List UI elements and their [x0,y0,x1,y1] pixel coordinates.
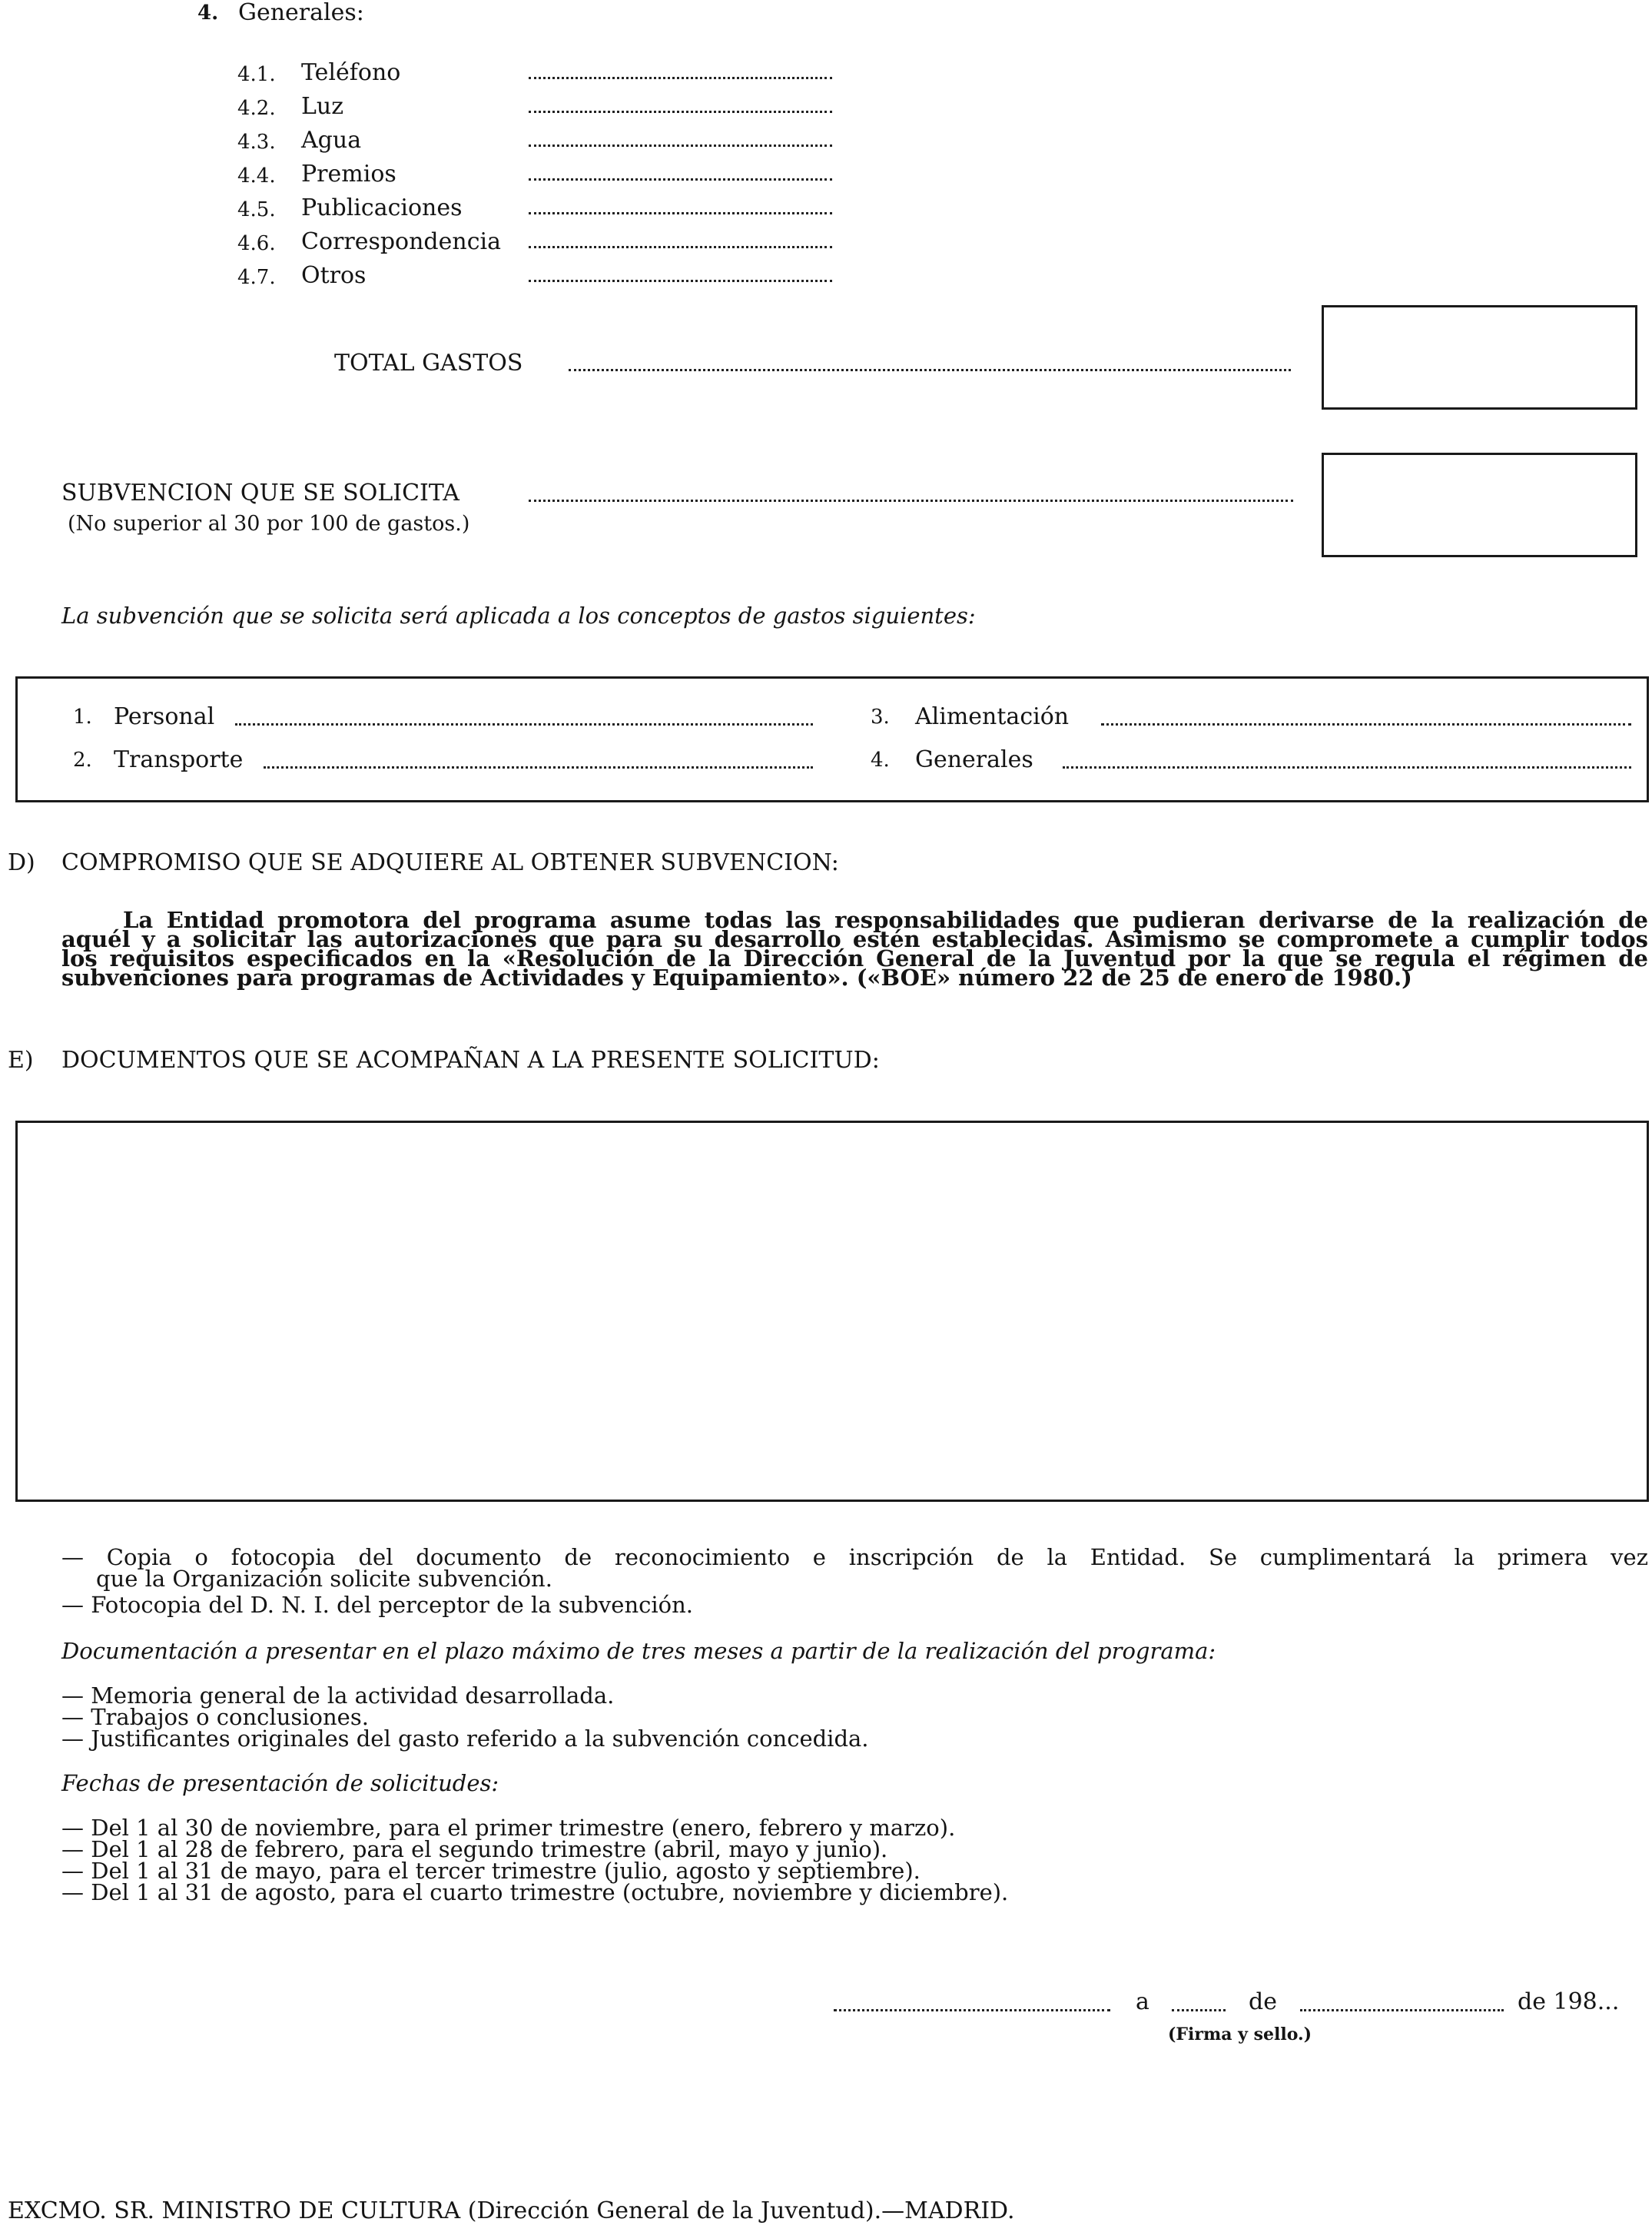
item-label: Teléfono [301,59,401,86]
concept-label: Alimentación [915,703,1070,730]
fill-line[interactable] [1063,766,1631,769]
item-label: Agua [301,127,362,154]
item-label: Otros [301,262,367,289]
item-number: 4.5. [237,198,276,221]
fill-line[interactable] [529,77,832,79]
fill-line[interactable] [529,246,832,248]
generales-number: 4. [197,2,219,25]
subvencion-note: (No superior al 30 por 100 de gastos.) [68,512,470,536]
generales-heading: Generales: [238,0,364,26]
subvencion-box[interactable] [1322,453,1637,557]
date-connector-de: de [1249,1988,1277,2015]
concept-number: 2. [73,749,92,772]
concept-label: Personal [114,703,215,730]
day-field[interactable] [1172,2009,1226,2011]
signature-caption: (Firma y sello.) [1168,2024,1312,2044]
item-number: 4.6. [237,232,276,255]
fechas-item: — Del 1 al 30 de noviembre, para el primer trimestre (enero, febrero y marzo). [61,1815,956,1841]
concept-label: Transporte [114,746,244,773]
fechas-heading: Fechas de presentación de solicitudes: [61,1770,499,1796]
compromiso-letter: D) [8,849,35,876]
item-number: 4.4. [237,164,276,188]
total-gastos-leader [569,369,1291,371]
fill-line[interactable] [235,723,813,726]
fill-line[interactable] [529,178,832,181]
plazo-item: — Justificantes originales del gasto referido a la subvención concedida. [61,1725,869,1752]
item-label: Premios [301,161,396,188]
requisito-item: — Fotocopia del D. N. I. del perceptor de la subvención. [61,1592,694,1618]
plazo-heading: Documentación a presentar en el plazo máximo de tres meses a partir de la realización del programa: [61,1638,1216,1664]
fill-line[interactable] [529,144,832,147]
concept-number: 4. [871,749,890,772]
footer-address: EXCMO. SR. MINISTRO DE CULTURA (Dirección General de la Juventud).—MADRID. [8,2197,1015,2224]
fill-line[interactable] [529,111,832,113]
fill-line[interactable] [529,212,832,214]
aplicacion-intro: La subvención que se solicita será aplicada a los conceptos de gastos siguientes: [61,603,976,629]
item-label: Correspondencia [301,228,501,255]
fill-line[interactable] [1101,723,1631,726]
concept-number: 3. [871,706,890,729]
item-label: Publicaciones [301,194,463,221]
plazo-item: — Memoria general de la actividad desarrollada. [61,1682,615,1709]
documentos-letter: E) [8,1047,34,1074]
documentos-heading: DOCUMENTOS QUE SE ACOMPAÑAN A LA PRESENTE SOLICITUD: [61,1047,880,1074]
fechas-item: — Del 1 al 31 de agosto, para el cuarto trimestre (octubre, noviembre y diciembre). [61,1879,1009,1905]
fechas-item: — Del 1 al 31 de mayo, para el tercer trimestre (julio, agosto y septiembre). [61,1858,921,1884]
item-number: 4.2. [237,97,276,120]
documentos-box[interactable] [15,1121,1649,1502]
item-label: Luz [301,93,344,120]
compromiso-heading: COMPROMISO QUE SE ADQUIERE AL OBTENER SUBVENCION: [61,849,839,876]
fill-line[interactable] [264,766,813,769]
paragraph-line: aquél y a solicitar las autorizaciones que para su desarrollo estén establecidas. Asimismo se compromete a cumplir todos [61,926,1648,952]
total-gastos-label: TOTAL GASTOS [334,350,523,377]
item-number: 4.1. [237,63,276,86]
item-number: 4.3. [237,131,276,154]
requisito-item-continued: que la Organización solicite subvención. [96,1566,552,1592]
requisito-item: — Copia o fotocopia del documento de reconocimiento e inscripción de la Entidad. Se cumplimentará la primera vez [61,1544,1648,1570]
fechas-item: — Del 1 al 28 de febrero, para el segundo trimestre (abril, mayo y junio). [61,1836,888,1862]
subvencion-label: SUBVENCION QUE SE SOLICITA [61,480,459,507]
paragraph-line: subvenciones para programas de Actividades y Equipamiento». («BOE» número 22 de 25 de enero de 1980.) [61,965,1412,991]
concept-number: 1. [73,706,92,729]
month-field[interactable] [1300,2009,1504,2011]
fill-line[interactable] [529,280,832,282]
plazo-item: — Trabajos o conclusiones. [61,1704,369,1730]
place-field[interactable] [834,2009,1110,2011]
concepts-box [15,676,1649,802]
item-number: 4.7. [237,266,276,289]
total-gastos-box[interactable] [1322,305,1637,410]
concept-label: Generales [915,746,1033,773]
subvencion-leader [529,500,1293,502]
paragraph-line: los requisitos especificados en la «Resolución de la Dirección General de la Juventud por la que se regula el régimen de [61,945,1648,972]
paragraph-line: La Entidad promotora del programa asume todas las responsabilidades que pudieran derivarse de la realización de [123,907,1648,933]
year-label: de 198... [1518,1988,1620,2015]
date-connector-a: a [1136,1988,1149,2015]
